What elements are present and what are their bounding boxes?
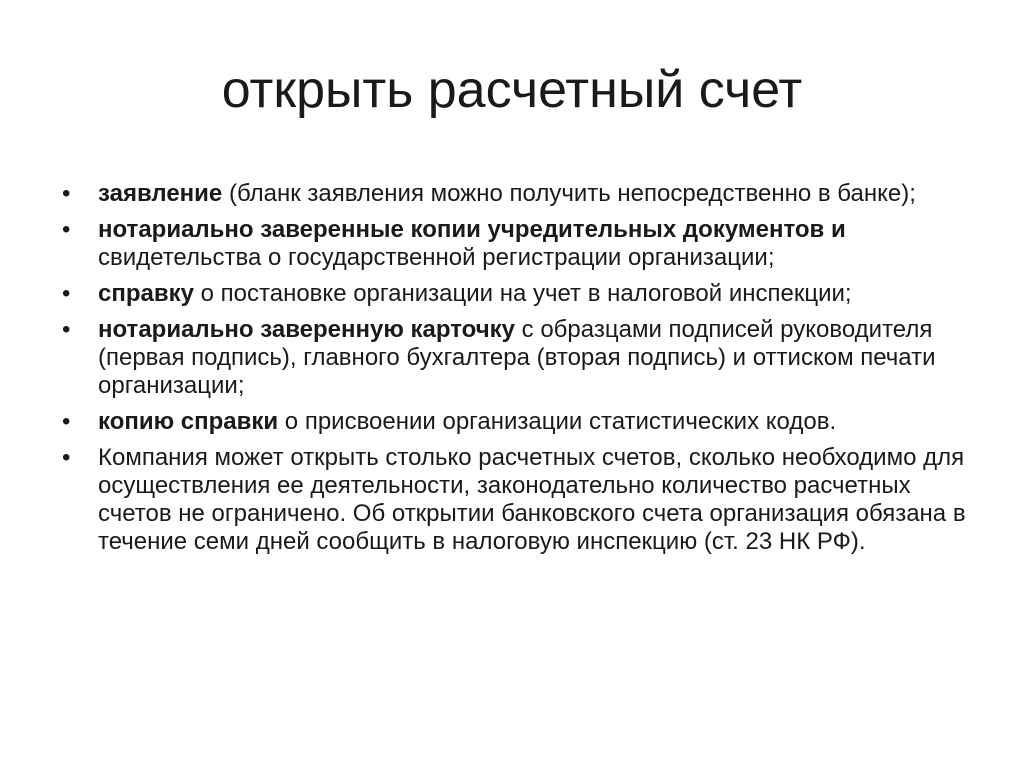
bullet-bold-text: нотариально заверенную карточку — [98, 316, 515, 343]
bullet-item-3 — [62, 280, 972, 308]
bullet-text: о присвоении организации статистических кодов. — [278, 408, 837, 435]
bullet-item-4 — [62, 316, 972, 400]
bullet-text: Компания может открыть столько расчетных счетов, сколько необходимо для осуществления ее деятельности, законодательно количество расчетных счетов не ограничено. Об открытии банковского счета организация обязана в течение семи дней сообщить в налоговую инспекцию (ст. 23 НК РФ). — [98, 444, 966, 555]
bullet-text: (бланк заявления можно получить непосредственно в банке); — [222, 180, 916, 207]
bullet-bold-text: копию справки — [98, 408, 279, 435]
bullet-item-1 — [62, 180, 972, 208]
bullet-item-5 — [62, 408, 972, 436]
bullet-dot: • — [62, 316, 71, 343]
bullet-dot: • — [62, 444, 71, 471]
bullet-bold-text: заявление — [98, 180, 223, 207]
slide-title: открыть расчетный счет — [221, 61, 803, 119]
bullet-dot: • — [62, 280, 71, 307]
bullet-text: свидетельства о государственной регистрации организации; — [98, 244, 775, 271]
bullet-dot: • — [62, 216, 71, 243]
bullet-bold-text: справку — [98, 280, 194, 307]
bullet-dot: • — [62, 408, 71, 435]
bullet-dot: • — [62, 180, 71, 207]
bullet-bold-text: нотариально заверенные копии учредительных документов и — [98, 216, 846, 243]
bullet-text: о постановке организации на учет в налоговой инспекции; — [193, 280, 852, 307]
bullet-item-2 — [62, 216, 972, 272]
bullet-text: с образцами подписей руководителя (первая подпись), главного бухгалтера (вторая подпись) и оттиском печати организации; — [98, 316, 936, 399]
bullet-item-6 — [62, 444, 972, 556]
bullet-list — [62, 180, 972, 564]
